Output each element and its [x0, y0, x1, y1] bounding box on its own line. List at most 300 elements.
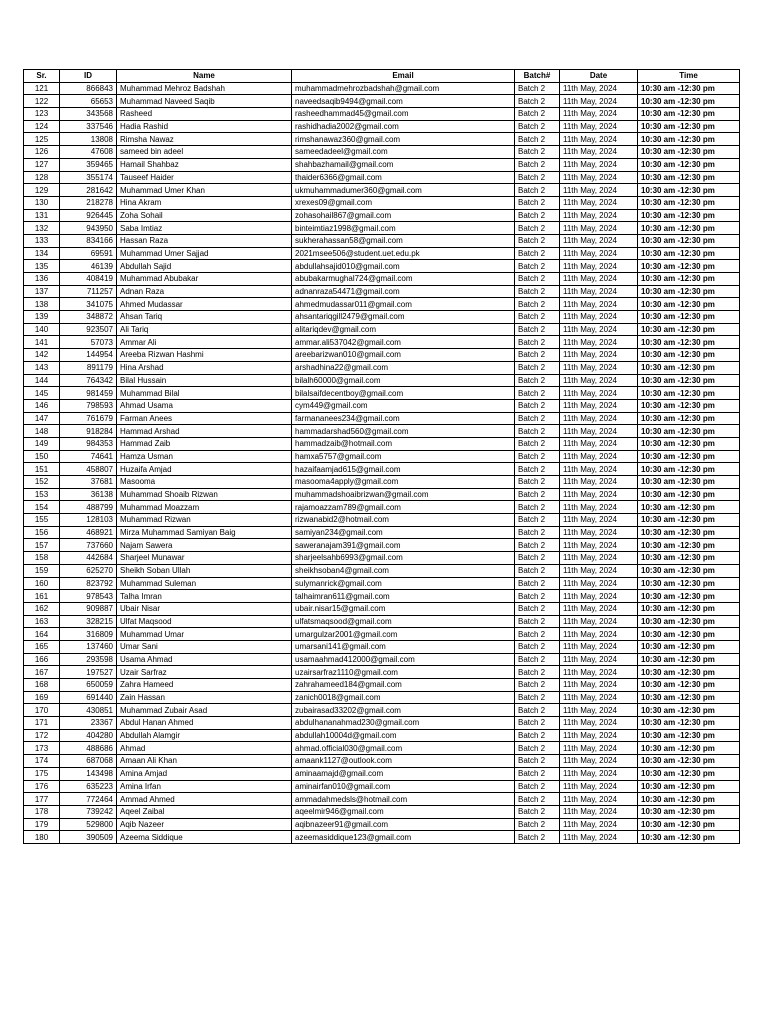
col-header-email: Email: [292, 70, 515, 83]
cell-name: Usama Ahmad: [117, 653, 292, 666]
cell-name: Muhammad Zubair Asad: [117, 704, 292, 717]
cell-name: Ali Tariq: [117, 323, 292, 336]
cell-batch: Batch 2: [515, 831, 560, 844]
cell-time: 10:30 am -12:30 pm: [638, 184, 740, 197]
cell-batch: Batch 2: [515, 95, 560, 108]
cell-sr: 125: [24, 133, 60, 146]
cell-time: 10:30 am -12:30 pm: [638, 95, 740, 108]
cell-date: 11th May, 2024: [560, 171, 638, 184]
cell-sr: 143: [24, 361, 60, 374]
cell-date: 11th May, 2024: [560, 742, 638, 755]
cell-email: muhammadshoaibrizwan@gmail.com: [292, 488, 515, 501]
cell-sr: 129: [24, 184, 60, 197]
cell-id: 978543: [60, 590, 117, 603]
cell-time: 10:30 am -12:30 pm: [638, 729, 740, 742]
table-row: [24, 476, 740, 489]
table-row: [24, 552, 740, 565]
cell-date: 11th May, 2024: [560, 120, 638, 133]
cell-sr: 123: [24, 108, 60, 121]
cell-email: alitariqdev@gmail.com: [292, 323, 515, 336]
cell-email: cym449@gmail.com: [292, 399, 515, 412]
cell-id: 144954: [60, 349, 117, 362]
cell-date: 11th May, 2024: [560, 755, 638, 768]
cell-name: Muhammad Moazzam: [117, 501, 292, 514]
cell-id: 74641: [60, 450, 117, 463]
cell-time: 10:30 am -12:30 pm: [638, 742, 740, 755]
cell-sr: 142: [24, 349, 60, 362]
cell-batch: Batch 2: [515, 412, 560, 425]
table-row: [24, 742, 740, 755]
cell-sr: 134: [24, 247, 60, 260]
cell-batch: Batch 2: [515, 742, 560, 755]
cell-sr: 140: [24, 323, 60, 336]
cell-batch: Batch 2: [515, 679, 560, 692]
cell-id: 943950: [60, 222, 117, 235]
cell-batch: Batch 2: [515, 514, 560, 527]
cell-email: areebarizwan010@gmail.com: [292, 349, 515, 362]
cell-batch: Batch 2: [515, 729, 560, 742]
cell-email: ukmuhammadumer360@gmail.com: [292, 184, 515, 197]
cell-email: ahmedmudassar011@gmail.com: [292, 298, 515, 311]
cell-name: Muhammad Umar: [117, 628, 292, 641]
cell-email: abubakarmughal724@gmail.com: [292, 273, 515, 286]
cell-batch: Batch 2: [515, 615, 560, 628]
table-row: [24, 387, 740, 400]
cell-name: Hassan Raza: [117, 234, 292, 247]
cell-email: umargulzar2001@gmail.com: [292, 628, 515, 641]
cell-name: Farman Anees: [117, 412, 292, 425]
table-row: [24, 260, 740, 273]
cell-time: 10:30 am -12:30 pm: [638, 539, 740, 552]
cell-name: Ulfat Maqsood: [117, 615, 292, 628]
cell-id: 687068: [60, 755, 117, 768]
table-row: [24, 780, 740, 793]
cell-sr: 162: [24, 602, 60, 615]
cell-sr: 132: [24, 222, 60, 235]
cell-email: ulfatsmaqsood@gmail.com: [292, 615, 515, 628]
table-row: [24, 628, 740, 641]
cell-time: 10:30 am -12:30 pm: [638, 108, 740, 121]
cell-id: 442684: [60, 552, 117, 565]
cell-id: 772464: [60, 793, 117, 806]
cell-time: 10:30 am -12:30 pm: [638, 349, 740, 362]
cell-date: 11th May, 2024: [560, 476, 638, 489]
cell-date: 11th May, 2024: [560, 831, 638, 844]
table-row: [24, 653, 740, 666]
cell-email: umarsani141@gmail.com: [292, 640, 515, 653]
cell-email: ammadahmedsls@hotmail.com: [292, 793, 515, 806]
cell-email: shahbazhamail@gmail.com: [292, 158, 515, 171]
cell-date: 11th May, 2024: [560, 628, 638, 641]
cell-id: 355174: [60, 171, 117, 184]
cell-name: Rimsha Nawaz: [117, 133, 292, 146]
table-row: [24, 361, 740, 374]
cell-batch: Batch 2: [515, 298, 560, 311]
cell-date: 11th May, 2024: [560, 666, 638, 679]
cell-email: abdullah10004d@gmail.com: [292, 729, 515, 742]
cell-date: 11th May, 2024: [560, 336, 638, 349]
cell-id: 458807: [60, 463, 117, 476]
cell-sr: 175: [24, 767, 60, 780]
col-header-date: Date: [560, 70, 638, 83]
cell-date: 11th May, 2024: [560, 450, 638, 463]
cell-name: Zoha Sohail: [117, 209, 292, 222]
cell-name: Hammad Arshad: [117, 425, 292, 438]
cell-date: 11th May, 2024: [560, 463, 638, 476]
cell-time: 10:30 am -12:30 pm: [638, 285, 740, 298]
cell-sr: 160: [24, 577, 60, 590]
cell-date: 11th May, 2024: [560, 793, 638, 806]
cell-name: Muhammad Shoaib Rizwan: [117, 488, 292, 501]
cell-time: 10:30 am -12:30 pm: [638, 311, 740, 324]
cell-date: 11th May, 2024: [560, 247, 638, 260]
cell-sr: 173: [24, 742, 60, 755]
cell-sr: 133: [24, 234, 60, 247]
cell-id: 798593: [60, 399, 117, 412]
cell-email: hammadzaib@hotmail.com: [292, 437, 515, 450]
cell-time: 10:30 am -12:30 pm: [638, 437, 740, 450]
cell-sr: 146: [24, 399, 60, 412]
cell-id: 918284: [60, 425, 117, 438]
cell-sr: 176: [24, 780, 60, 793]
cell-id: 650059: [60, 679, 117, 692]
cell-sr: 156: [24, 526, 60, 539]
cell-name: Ubair Nisar: [117, 602, 292, 615]
cell-email: ahmad.official030@gmail.com: [292, 742, 515, 755]
table-row: [24, 374, 740, 387]
cell-id: 36138: [60, 488, 117, 501]
cell-time: 10:30 am -12:30 pm: [638, 133, 740, 146]
cell-time: 10:30 am -12:30 pm: [638, 323, 740, 336]
cell-time: 10:30 am -12:30 pm: [638, 209, 740, 222]
cell-date: 11th May, 2024: [560, 729, 638, 742]
table-row: [24, 120, 740, 133]
cell-sr: 171: [24, 717, 60, 730]
cell-id: 23367: [60, 717, 117, 730]
table-row: [24, 729, 740, 742]
cell-id: 137460: [60, 640, 117, 653]
cell-name: Ammar Ali: [117, 336, 292, 349]
cell-date: 11th May, 2024: [560, 361, 638, 374]
cell-id: 430851: [60, 704, 117, 717]
cell-time: 10:30 am -12:30 pm: [638, 82, 740, 95]
cell-name: Umar Sani: [117, 640, 292, 653]
table-row: [24, 805, 740, 818]
cell-email: hazaifaamjad615@gmail.com: [292, 463, 515, 476]
cell-id: 46139: [60, 260, 117, 273]
table-row: [24, 640, 740, 653]
cell-date: 11th May, 2024: [560, 285, 638, 298]
cell-id: 488799: [60, 501, 117, 514]
table-row: [24, 82, 740, 95]
cell-email: muhammadmehrozbadshah@gmail.com: [292, 82, 515, 95]
cell-id: 47608: [60, 146, 117, 159]
table-row: [24, 793, 740, 806]
cell-id: 981459: [60, 387, 117, 400]
cell-sr: 170: [24, 704, 60, 717]
cell-id: 57073: [60, 336, 117, 349]
cell-sr: 172: [24, 729, 60, 742]
cell-email: bilalsaifdecentboy@gmail.com: [292, 387, 515, 400]
cell-time: 10:30 am -12:30 pm: [638, 501, 740, 514]
cell-time: 10:30 am -12:30 pm: [638, 234, 740, 247]
cell-id: 761679: [60, 412, 117, 425]
cell-batch: Batch 2: [515, 552, 560, 565]
cell-name: Amina Irfan: [117, 780, 292, 793]
cell-id: 328215: [60, 615, 117, 628]
cell-date: 11th May, 2024: [560, 564, 638, 577]
cell-name: Amina Amjad: [117, 767, 292, 780]
cell-id: 343568: [60, 108, 117, 121]
cell-email: farmananees234@gmail.com: [292, 412, 515, 425]
cell-id: 37681: [60, 476, 117, 489]
cell-name: Mirza Muhammad Samiyan Baig: [117, 526, 292, 539]
cell-sr: 177: [24, 793, 60, 806]
cell-sr: 158: [24, 552, 60, 565]
cell-date: 11th May, 2024: [560, 526, 638, 539]
cell-batch: Batch 2: [515, 539, 560, 552]
cell-id: 359465: [60, 158, 117, 171]
cell-email: sukherahassan58@gmail.com: [292, 234, 515, 247]
cell-batch: Batch 2: [515, 374, 560, 387]
cell-sr: 167: [24, 666, 60, 679]
cell-batch: Batch 2: [515, 361, 560, 374]
cell-batch: Batch 2: [515, 450, 560, 463]
cell-time: 10:30 am -12:30 pm: [638, 602, 740, 615]
cell-name: Hina Arshad: [117, 361, 292, 374]
cell-sr: 180: [24, 831, 60, 844]
cell-id: 529800: [60, 818, 117, 831]
cell-time: 10:30 am -12:30 pm: [638, 171, 740, 184]
cell-batch: Batch 2: [515, 260, 560, 273]
cell-date: 11th May, 2024: [560, 704, 638, 717]
cell-email: thaider6366@gmail.com: [292, 171, 515, 184]
cell-date: 11th May, 2024: [560, 780, 638, 793]
cell-email: sharjeelsahb6993@gmail.com: [292, 552, 515, 565]
cell-time: 10:30 am -12:30 pm: [638, 805, 740, 818]
cell-batch: Batch 2: [515, 755, 560, 768]
cell-batch: Batch 2: [515, 653, 560, 666]
cell-id: 316809: [60, 628, 117, 641]
cell-sr: 138: [24, 298, 60, 311]
cell-email: sulymanrick@gmail.com: [292, 577, 515, 590]
cell-id: 488686: [60, 742, 117, 755]
cell-email: masooma4apply@gmail.com: [292, 476, 515, 489]
table-row: [24, 590, 740, 603]
cell-id: 143498: [60, 767, 117, 780]
cell-email: aminairfan010@gmail.com: [292, 780, 515, 793]
cell-email: abdulhananahmad230@gmail.com: [292, 717, 515, 730]
cell-id: 468921: [60, 526, 117, 539]
table-row: [24, 564, 740, 577]
cell-sr: 164: [24, 628, 60, 641]
cell-date: 11th May, 2024: [560, 146, 638, 159]
table-row: [24, 577, 740, 590]
cell-batch: Batch 2: [515, 120, 560, 133]
cell-name: Masooma: [117, 476, 292, 489]
cell-date: 11th May, 2024: [560, 679, 638, 692]
cell-email: adnanraza54471@gmail.com: [292, 285, 515, 298]
table-row: [24, 463, 740, 476]
cell-batch: Batch 2: [515, 387, 560, 400]
cell-name: Saba Imtiaz: [117, 222, 292, 235]
cell-date: 11th May, 2024: [560, 82, 638, 95]
table-row: [24, 514, 740, 527]
roster-body: [24, 82, 740, 843]
cell-sr: 149: [24, 437, 60, 450]
cell-date: 11th May, 2024: [560, 387, 638, 400]
cell-date: 11th May, 2024: [560, 590, 638, 603]
cell-date: 11th May, 2024: [560, 488, 638, 501]
cell-name: sameed bin adeel: [117, 146, 292, 159]
table-row: [24, 501, 740, 514]
cell-id: 926445: [60, 209, 117, 222]
cell-id: 909887: [60, 602, 117, 615]
cell-sr: 169: [24, 691, 60, 704]
cell-email: amaank1127@outlook.com: [292, 755, 515, 768]
cell-time: 10:30 am -12:30 pm: [638, 260, 740, 273]
cell-time: 10:30 am -12:30 pm: [638, 704, 740, 717]
cell-email: rajamoazzam789@gmail.com: [292, 501, 515, 514]
cell-name: Abdullah Alamgir: [117, 729, 292, 742]
cell-email: rimshanawaz360@gmail.com: [292, 133, 515, 146]
cell-date: 11th May, 2024: [560, 184, 638, 197]
cell-sr: 153: [24, 488, 60, 501]
cell-sr: 136: [24, 273, 60, 286]
cell-date: 11th May, 2024: [560, 425, 638, 438]
cell-time: 10:30 am -12:30 pm: [638, 679, 740, 692]
cell-batch: Batch 2: [515, 184, 560, 197]
cell-time: 10:30 am -12:30 pm: [638, 526, 740, 539]
cell-id: 13808: [60, 133, 117, 146]
cell-id: 281642: [60, 184, 117, 197]
cell-sr: 127: [24, 158, 60, 171]
cell-time: 10:30 am -12:30 pm: [638, 780, 740, 793]
cell-name: Ahmad: [117, 742, 292, 755]
cell-time: 10:30 am -12:30 pm: [638, 412, 740, 425]
cell-email: hammadarshad560@gmail.com: [292, 425, 515, 438]
cell-name: Zain Hassan: [117, 691, 292, 704]
cell-email: aminaamajd@gmail.com: [292, 767, 515, 780]
cell-sr: 144: [24, 374, 60, 387]
cell-time: 10:30 am -12:30 pm: [638, 831, 740, 844]
cell-id: 197527: [60, 666, 117, 679]
cell-time: 10:30 am -12:30 pm: [638, 755, 740, 768]
cell-email: ammar.ali537042@gmail.com: [292, 336, 515, 349]
cell-sr: 155: [24, 514, 60, 527]
table-row: [24, 273, 740, 286]
table-row: [24, 425, 740, 438]
cell-sr: 141: [24, 336, 60, 349]
cell-date: 11th May, 2024: [560, 640, 638, 653]
cell-time: 10:30 am -12:30 pm: [638, 196, 740, 209]
table-row: [24, 234, 740, 247]
cell-time: 10:30 am -12:30 pm: [638, 476, 740, 489]
table-row: [24, 108, 740, 121]
cell-email: samiyan234@gmail.com: [292, 526, 515, 539]
cell-time: 10:30 am -12:30 pm: [638, 628, 740, 641]
cell-time: 10:30 am -12:30 pm: [638, 120, 740, 133]
cell-sr: 137: [24, 285, 60, 298]
cell-date: 11th May, 2024: [560, 552, 638, 565]
cell-email: 2021msee506@student.uet.edu.pk: [292, 247, 515, 260]
cell-name: Aqib Nazeer: [117, 818, 292, 831]
cell-batch: Batch 2: [515, 818, 560, 831]
table-row: [24, 184, 740, 197]
cell-name: Hadia Rashid: [117, 120, 292, 133]
col-header-time: Time: [638, 70, 740, 83]
cell-time: 10:30 am -12:30 pm: [638, 146, 740, 159]
cell-sr: 159: [24, 564, 60, 577]
cell-name: Ahsan Tariq: [117, 311, 292, 324]
cell-batch: Batch 2: [515, 590, 560, 603]
cell-id: 65653: [60, 95, 117, 108]
table-row: [24, 196, 740, 209]
cell-sr: 168: [24, 679, 60, 692]
cell-email: uzairsarfraz1110@gmail.com: [292, 666, 515, 679]
cell-batch: Batch 2: [515, 209, 560, 222]
cell-name: Tauseef Haider: [117, 171, 292, 184]
cell-name: Zahra Hameed: [117, 679, 292, 692]
cell-sr: 154: [24, 501, 60, 514]
table-row: [24, 95, 740, 108]
cell-date: 11th May, 2024: [560, 767, 638, 780]
cell-name: Muhammad Umer Khan: [117, 184, 292, 197]
cell-name: Ahmed Mudassar: [117, 298, 292, 311]
cell-date: 11th May, 2024: [560, 349, 638, 362]
table-row: [24, 666, 740, 679]
col-header-id: ID: [60, 70, 117, 83]
cell-name: Sheikh Soban Ullah: [117, 564, 292, 577]
table-row: [24, 222, 740, 235]
cell-sr: 139: [24, 311, 60, 324]
cell-batch: Batch 2: [515, 602, 560, 615]
table-row: [24, 704, 740, 717]
cell-date: 11th May, 2024: [560, 653, 638, 666]
cell-id: 625270: [60, 564, 117, 577]
cell-batch: Batch 2: [515, 222, 560, 235]
cell-id: 739242: [60, 805, 117, 818]
cell-batch: Batch 2: [515, 488, 560, 501]
cell-sr: 178: [24, 805, 60, 818]
table-row: [24, 209, 740, 222]
cell-batch: Batch 2: [515, 273, 560, 286]
cell-name: Huzaifa Amjad: [117, 463, 292, 476]
table-row: [24, 526, 740, 539]
cell-batch: Batch 2: [515, 704, 560, 717]
cell-name: Muhammad Abubakar: [117, 273, 292, 286]
table-row: [24, 767, 740, 780]
cell-date: 11th May, 2024: [560, 691, 638, 704]
cell-name: Muhammad Mehroz Badshah: [117, 82, 292, 95]
cell-id: 128103: [60, 514, 117, 527]
cell-batch: Batch 2: [515, 247, 560, 260]
cell-date: 11th May, 2024: [560, 273, 638, 286]
cell-time: 10:30 am -12:30 pm: [638, 818, 740, 831]
cell-sr: 135: [24, 260, 60, 273]
cell-batch: Batch 2: [515, 82, 560, 95]
cell-time: 10:30 am -12:30 pm: [638, 298, 740, 311]
cell-name: Muhammad Suleman: [117, 577, 292, 590]
cell-date: 11th May, 2024: [560, 437, 638, 450]
cell-batch: Batch 2: [515, 666, 560, 679]
cell-name: Bilal Hussain: [117, 374, 292, 387]
cell-id: 764342: [60, 374, 117, 387]
cell-batch: Batch 2: [515, 476, 560, 489]
cell-time: 10:30 am -12:30 pm: [638, 336, 740, 349]
cell-time: 10:30 am -12:30 pm: [638, 387, 740, 400]
table-row: [24, 691, 740, 704]
